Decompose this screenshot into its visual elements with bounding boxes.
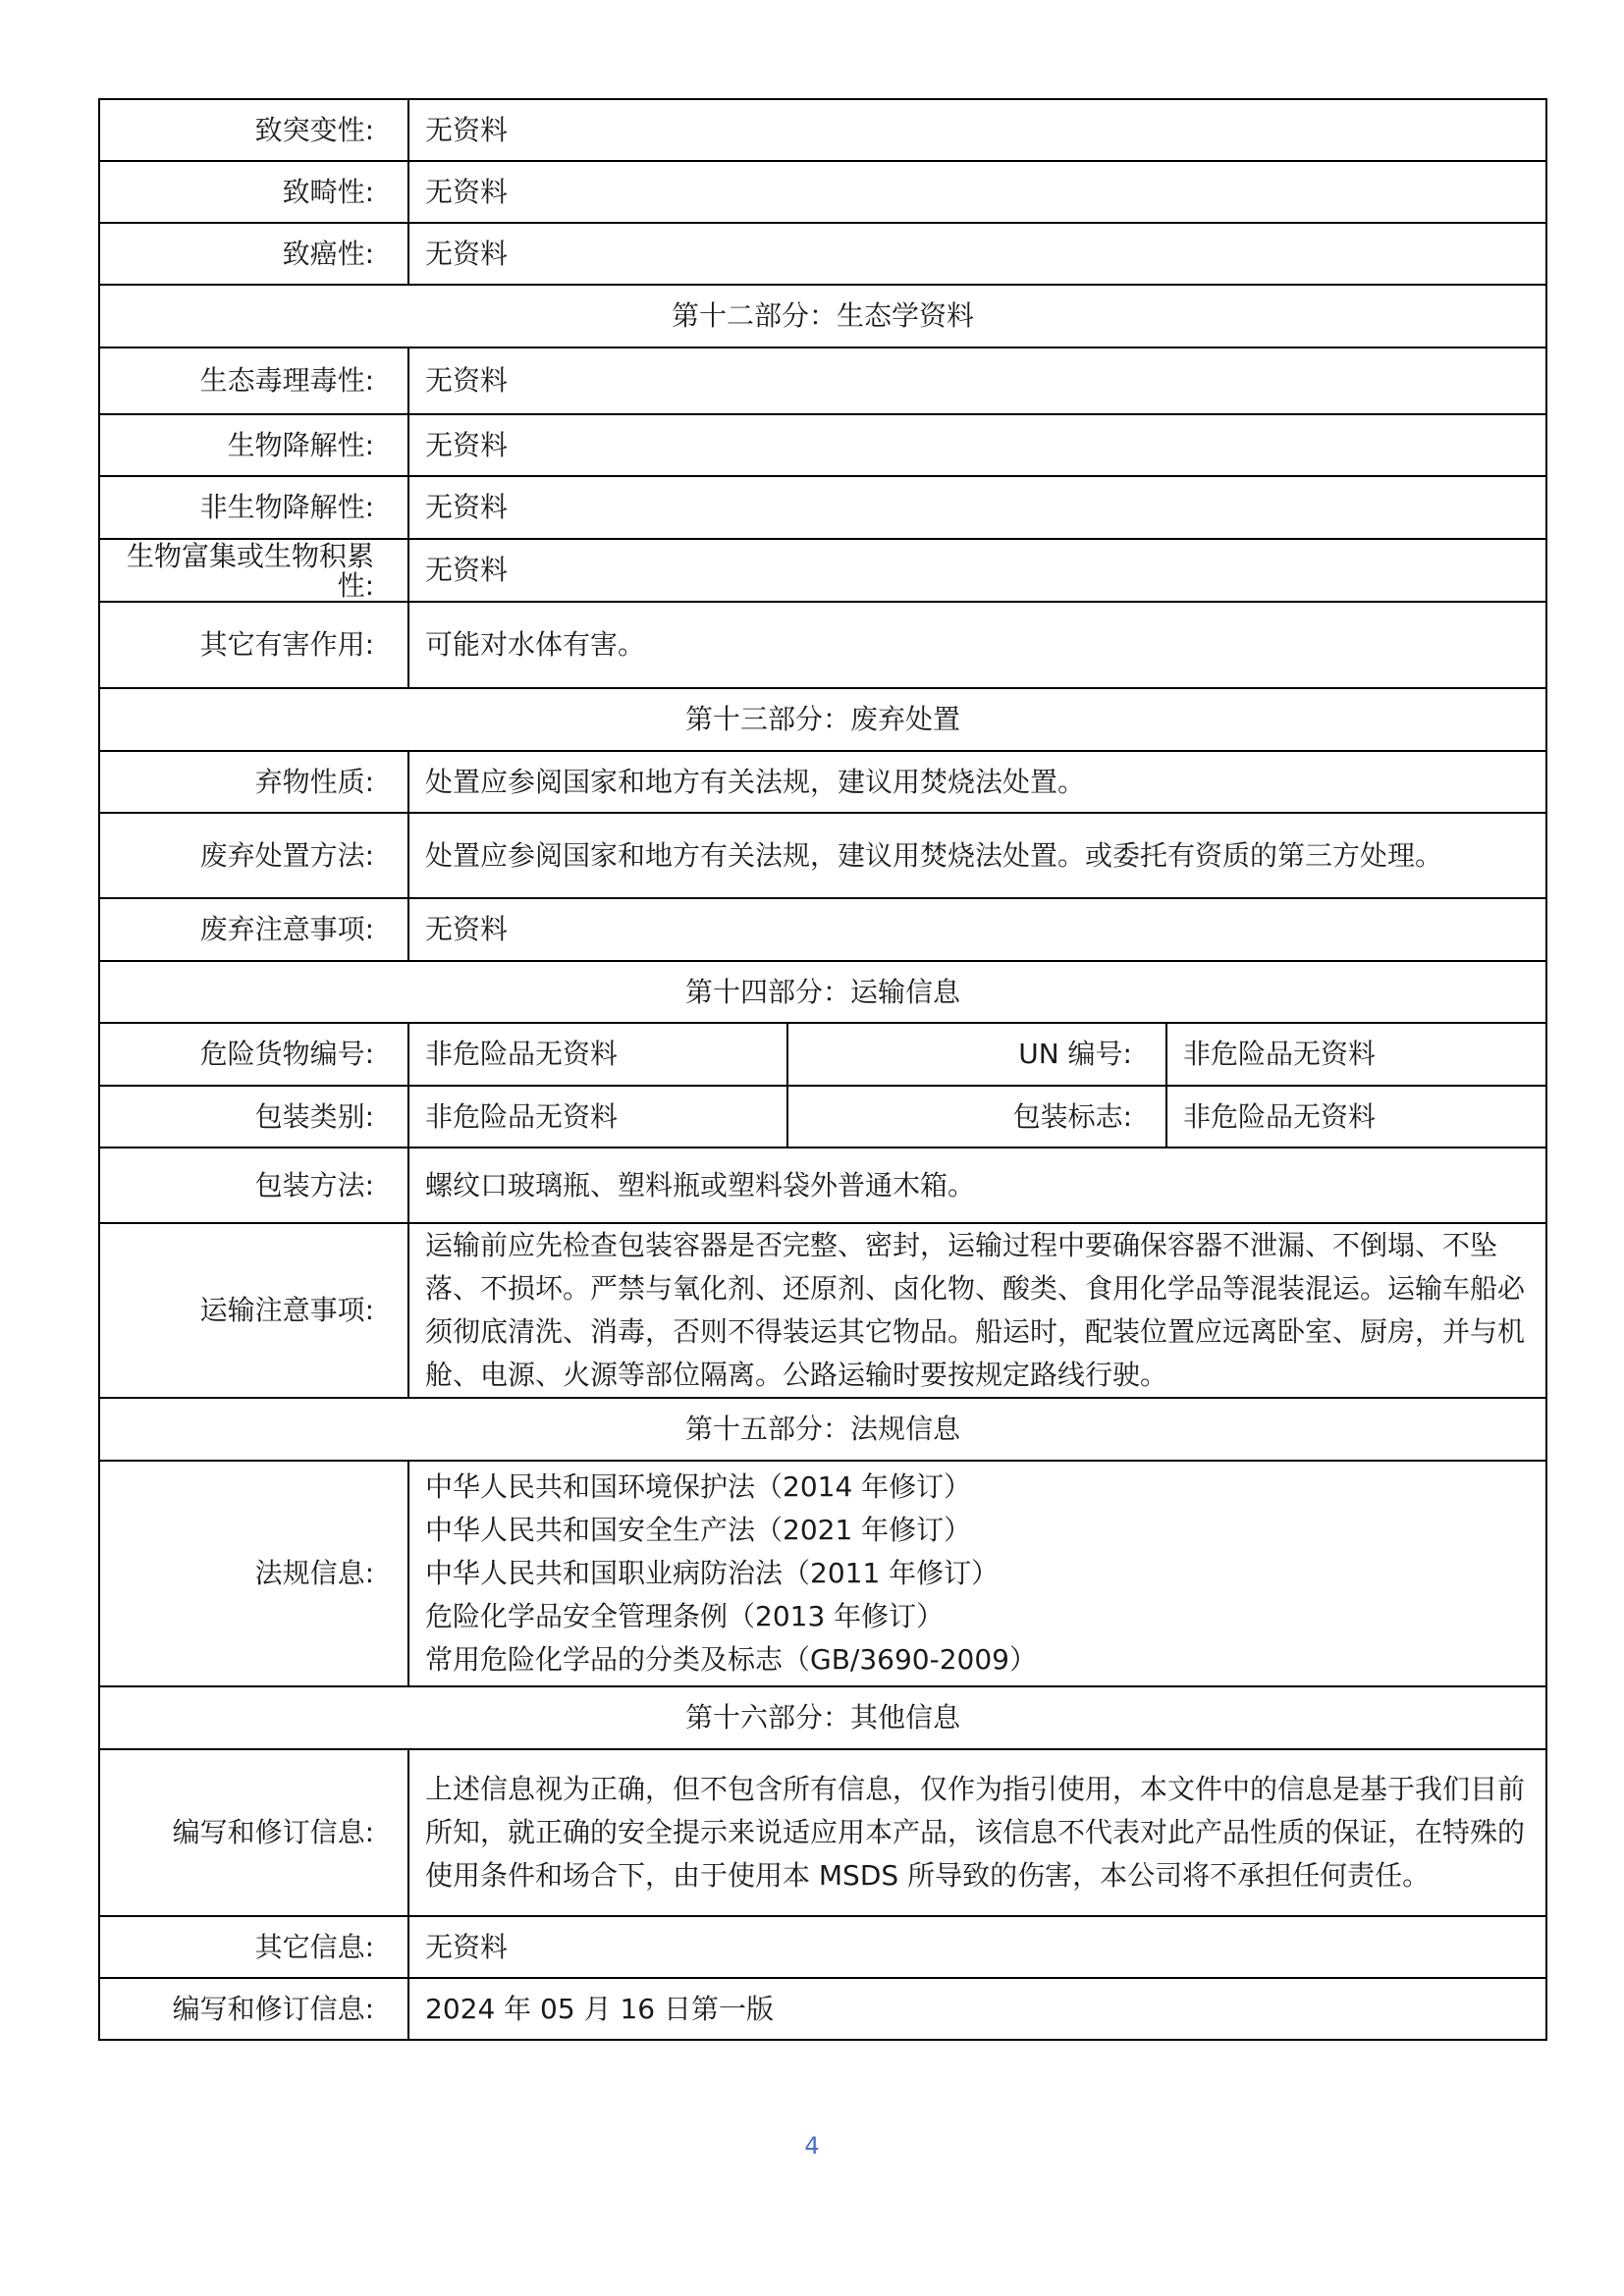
row-label: 生态毒理毒性: bbox=[99, 347, 408, 414]
row-label: 运输注意事项: bbox=[99, 1223, 408, 1398]
row-value: 运输前应先检查包装容器是否完整、密封，运输过程中要确保容器不泄漏、不倒塌、不坠落、不损坏。严禁与氧化剂、还原剂、卤化物、酸类、食用化学品等混装混运。运输车船必须彻底清洗、消毒，否则不得装运其它物品。船运时，配装位置应远离卧室、厨房，并与机舱、电源、火源等部位隔离。公路运输时要按规定路线行驶。 bbox=[408, 1223, 1546, 1398]
row-label: 致畸性: bbox=[99, 161, 408, 223]
table-row bbox=[99, 1023, 1546, 1086]
table-row bbox=[99, 1223, 1546, 1398]
row-value: 处置应参阅国家和地方有关法规，建议用焚烧法处置。或委托有资质的第三方处理。 bbox=[408, 813, 1546, 898]
table-row bbox=[99, 751, 1546, 813]
table-row bbox=[99, 813, 1546, 898]
list-item: 中华人民共和国安全生产法（2021 年修订） bbox=[425, 1514, 972, 1546]
section-title: 第十三部分：废弃处置 bbox=[99, 688, 1546, 751]
row-label: UN 编号: bbox=[787, 1023, 1166, 1086]
row-label bbox=[99, 539, 408, 602]
list-item: 危险化学品安全管理条例（2013 年修订） bbox=[425, 1600, 945, 1632]
row-label: 弃物性质: bbox=[99, 751, 408, 813]
row-value: 无资料 bbox=[408, 539, 1546, 602]
table-row bbox=[99, 602, 1546, 688]
table-row bbox=[99, 1916, 1546, 1978]
row-label: 生物降解性: bbox=[99, 414, 408, 476]
row-label: 其它有害作用: bbox=[99, 602, 408, 688]
list-item: 常用危险化学品的分类及标志（GB/3690-2009） bbox=[425, 1643, 1037, 1676]
row-value: 非危险品无资料 bbox=[1166, 1086, 1546, 1148]
section-header-row bbox=[99, 1398, 1546, 1461]
row-value: 无资料 bbox=[408, 99, 1546, 161]
table-row bbox=[99, 1086, 1546, 1148]
row-value: 非危险品无资料 bbox=[1166, 1023, 1546, 1086]
table-row bbox=[99, 1978, 1546, 2040]
section-title: 第十五部分：法规信息 bbox=[99, 1398, 1546, 1461]
table-row bbox=[99, 476, 1546, 539]
row-value: 非危险品无资料 bbox=[408, 1023, 787, 1086]
row-value: 无资料 bbox=[408, 414, 1546, 476]
row-label: 编写和修订信息: bbox=[99, 1978, 408, 2040]
table-row bbox=[99, 347, 1546, 414]
msds-table bbox=[98, 98, 1547, 2041]
row-value: 处置应参阅国家和地方有关法规，建议用焚烧法处置。 bbox=[408, 751, 1546, 813]
row-value: 无资料 bbox=[408, 898, 1546, 961]
table-row bbox=[99, 1749, 1546, 1916]
table-row bbox=[99, 898, 1546, 961]
row-value: 无资料 bbox=[408, 1916, 1546, 1978]
row-value: 上述信息视为正确，但不包含所有信息，仅作为指引使用，本文件中的信息是基于我们目前所知，就正确的安全提示来说适应用本产品，该信息不代表对此产品性质的保证，在特殊的使用条件和场合下，由于使用本 MSDS 所导致的伤害，本公司将不承担任何责任。 bbox=[408, 1749, 1546, 1916]
row-label: 致癌性: bbox=[99, 223, 408, 285]
row-label: 包装标志: bbox=[787, 1086, 1166, 1148]
row-label: 非生物降解性: bbox=[99, 476, 408, 539]
section-header-row bbox=[99, 688, 1546, 751]
row-value: 无资料 bbox=[408, 223, 1546, 285]
regulations-list bbox=[408, 1461, 1546, 1686]
list-item: 中华人民共和国环境保护法（2014 年修订） bbox=[425, 1470, 972, 1503]
table-row bbox=[99, 161, 1546, 223]
table-row bbox=[99, 99, 1546, 161]
section-header-row bbox=[99, 285, 1546, 347]
list-item: 中华人民共和国职业病防治法（2011 年修订） bbox=[425, 1557, 1000, 1589]
row-label: 法规信息: bbox=[99, 1461, 408, 1686]
row-value: 螺纹口玻璃瓶、塑料瓶或塑料袋外普通木箱。 bbox=[408, 1148, 1546, 1223]
row-value: 无资料 bbox=[408, 476, 1546, 539]
msds-page-content bbox=[98, 98, 1545, 2041]
row-label: 包装方法: bbox=[99, 1148, 408, 1223]
section-title: 第十四部分：运输信息 bbox=[99, 961, 1546, 1023]
row-value: 无资料 bbox=[408, 161, 1546, 223]
table-row bbox=[99, 1148, 1546, 1223]
row-label: 致突变性: bbox=[99, 99, 408, 161]
section-title: 第十六部分：其他信息 bbox=[99, 1686, 1546, 1749]
row-label: 废弃注意事项: bbox=[99, 898, 408, 961]
table-row bbox=[99, 414, 1546, 476]
row-label: 编写和修订信息: bbox=[99, 1749, 408, 1916]
row-value: 2024 年 05 月 16 日第一版 bbox=[408, 1978, 1546, 2040]
row-label: 包装类别: bbox=[99, 1086, 408, 1148]
section-header-row bbox=[99, 961, 1546, 1023]
row-label: 废弃处置方法: bbox=[99, 813, 408, 898]
page-number: 4 bbox=[804, 2132, 820, 2160]
bioaccumulation-label: 生物富集或生物积累性: bbox=[126, 540, 374, 601]
row-value: 非危险品无资料 bbox=[408, 1086, 787, 1148]
section-title: 第十二部分：生态学资料 bbox=[99, 285, 1546, 347]
row-value: 可能对水体有害。 bbox=[408, 602, 1546, 688]
table-row bbox=[99, 539, 1546, 602]
section-header-row bbox=[99, 1686, 1546, 1749]
table-row bbox=[99, 1461, 1546, 1686]
row-label: 其它信息: bbox=[99, 1916, 408, 1978]
row-value: 无资料 bbox=[408, 347, 1546, 414]
table-row bbox=[99, 223, 1546, 285]
row-label: 危险货物编号: bbox=[99, 1023, 408, 1086]
